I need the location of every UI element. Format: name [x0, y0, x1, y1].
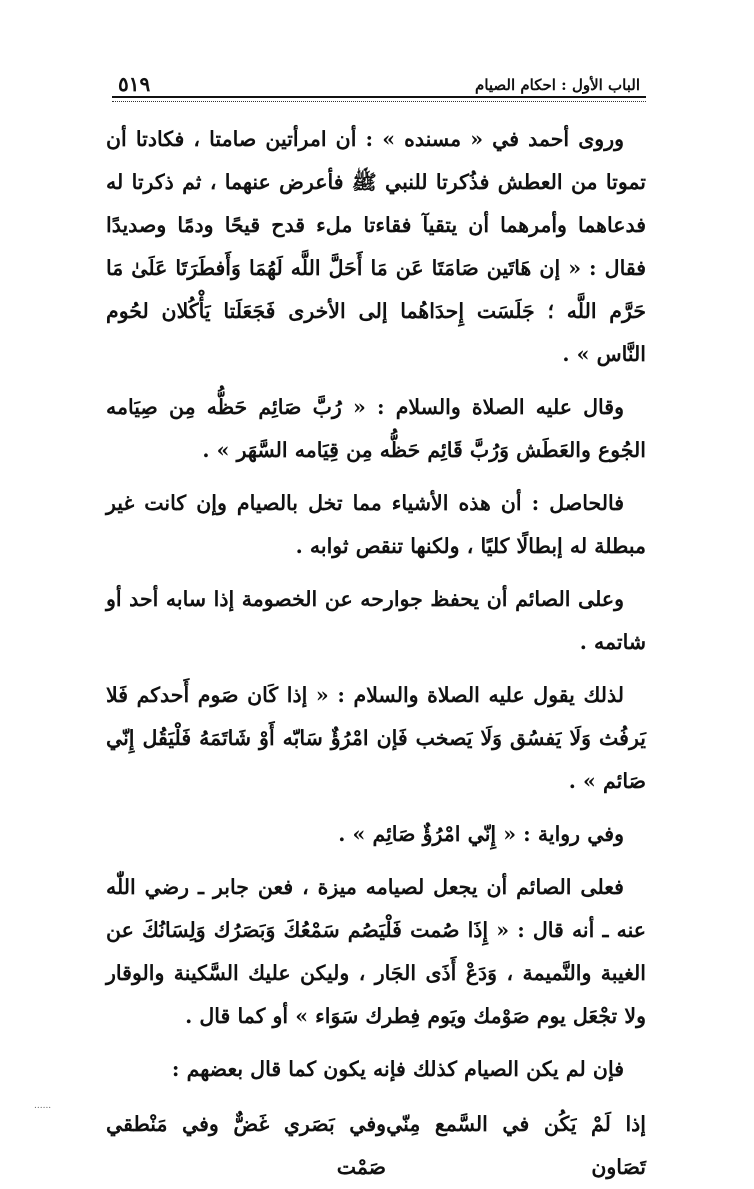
paragraph-conclusion: فالحاصل : أن هذه الأشياء مما تخل بالصيام وإن كانت غير مبطلة له إبطالًا كليًا ، ولكنها تنقص ثوابه . — [106, 491, 646, 558]
paragraph-no-obscenity-hadith: لذلك يقول عليه الصلاة والسلام : « إذا كَان صَوم أَحدكم فَلا يَرفُث وَلَا يَفسُق وَلَا يَصخب فَإن امْرُؤٌ سَابّه أَوْ شَاتَمَهُ فَلْيَقُل إِنّي صَائم » . — [106, 683, 646, 793]
page-number: ٥١٩ — [118, 72, 151, 96]
paragraph-poem-intro: فإن لم يكن الصيام كذلك فإنه يكون كما قال بعضهم : — [171, 1057, 624, 1081]
running-title: الباب الأول : احكام الصيام — [475, 76, 640, 94]
paragraph-jabir-narration: فعلى الصائم أن يجعل لصيامه ميزة ، فعن جابر ـ رضي اللّٰه عنه ـ أنه قال : « إِذَا صُمت فَلْيَصُم سَمْعُكَ وَبَصَرُك وَلِسَانُكَ عن الغيبة والنَّميمة ، وَدَعْ أَذَى الجَار ، وليكن عليك السَّكينة والوقار ولا تجْعَل يوم صَوْمك ويَوم فِطرك سَوَاء » أو كما قال . — [106, 875, 646, 1028]
paragraph-guarding-limbs: وعلى الصائم أن يحفظ جوارحه عن الخصومة إذا سابه أحد أو شاتمه . — [106, 587, 646, 654]
paragraph-narration-variant: وفي رواية : « إِنّي امْرُؤٌ صَائِم » . — [338, 822, 624, 846]
poem-first-hemistich: إذا لَمْ يَكُن في السَّمع مِنّي تَصَاون — [386, 1112, 646, 1179]
poem-second-hemistich: وفي بَصَري غَضٌّ وفي مَنْطقي صَمْت — [106, 1112, 387, 1179]
page-header — [112, 70, 646, 102]
header-rule — [112, 96, 646, 102]
corner-mark: ...... — [34, 1101, 52, 1111]
page-body — [106, 118, 646, 1189]
paragraph-fasting-person-hadith: وقال عليه الصلاة والسلام : « رُبَّ صَائِم حَظُّه مِن صِيَامه الجُوع والعَطَش وَرُبَّ قَائِم حَظُّه مِن قِيَامه السَّهَر » . — [106, 395, 646, 462]
poem-verse — [106, 1103, 646, 1189]
paragraph-ahmad-narration: وروى أحمد في « مسنده » : أن امرأتين صامتا ، فكادتا أن تموتا من العطش فذُكرتا للنبي ﷺ فأعرض عنهما ، ثم ذكرتا له فدعاهما وأمرهما أن يتقيآ فقاءتا ملء قدح قيحًا ودمًا وصديدًا فقال : « إن هَاتَين صَامَتَا عَن مَا أَحَلَّ اللَّه لَهُمَا وَأَفطَرَتَا عَلَىٰ مَا حَرَّم اللَّه ؛ جَلَسَت إِحدَاهُما إلى الأخرى فَجَعَلَتا يَأْكُلان لحُوم النَّاس » . — [106, 127, 646, 366]
